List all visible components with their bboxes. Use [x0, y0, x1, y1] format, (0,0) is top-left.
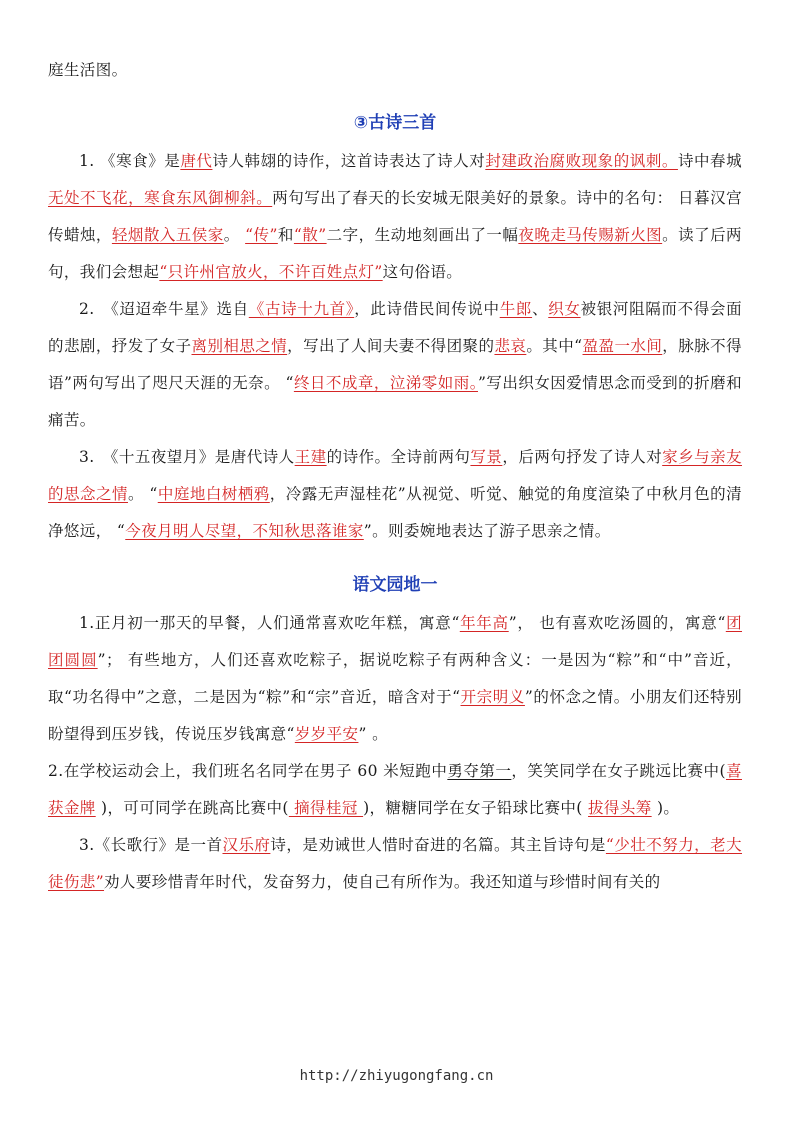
document-page [48, 52, 742, 901]
answer: 中庭地白树栖鸦 [157, 485, 270, 503]
answer: 写景 [470, 448, 503, 466]
answer: “散” [293, 226, 327, 244]
answer: 喜获金牌 [48, 762, 742, 817]
section-title-yuwen-yuandi: 语文园地一 [352, 575, 438, 595]
answer: 终日不成章，泣涕零如雨。 [293, 374, 478, 392]
section-title-ancient-poems: ③古诗三首 [353, 113, 437, 133]
paragraph-changgexing: 3.《长歌行》是一首汉乐府诗，是劝诫世人惜时奋进的名篇。其主旨诗句是“少壮不努力，老大徒伤悲”劝人要珍惜青年时代，发奋努力，使自己有所作为。我还知道与珍惜时间有关的 [48, 836, 743, 891]
answer: “只许州官放火，不许百姓点灯” [159, 263, 383, 281]
underlined-phrase: 勇夺第一 [447, 762, 512, 780]
answer: 《古诗十九首》 [248, 300, 355, 318]
answer: 拔得头筹 [588, 799, 652, 817]
answer: 年年高 [459, 614, 509, 632]
answer: 悲哀 [494, 337, 527, 355]
answer: 摘得桂冠 [288, 799, 364, 817]
answer: 开宗明义 [460, 688, 525, 706]
paragraph-shiwuye: 3. 《十五夜望月》是唐代诗人王建的诗作。全诗前两句写景，后两句抒发了诗人对家乡与亲友的思念之情。 “中庭地白树栖鸦，冷露无声湿桂花”从视觉、听觉、触觉的角度渲染了中秋月色的清净悠远， “今夜月明人尽望，不知秋思落谁家”。则委婉地表达了游子思亲之情。 [48, 448, 742, 540]
answer: 家乡与亲友的思念之情 [48, 448, 742, 503]
answer: 牛郎 [499, 300, 533, 318]
answer: 今夜月明人尽望，不知秋思落谁家 [125, 522, 364, 540]
answer: 离别相思之情 [191, 337, 288, 355]
paragraph-sports-meet: 2.在学校运动会上，我们班名名同学在男子 60 米短跑中勇夺第一，笑笑同学在女子跳远比赛中(喜获金牌 )，可可同学在跳高比赛中( 摘得桂冠 )，糖糖同学在女子铅球比赛中( 拔得头筹 )。 [48, 762, 742, 817]
answer: 团团圆圆 [48, 614, 743, 669]
answer: 汉乐府 [222, 836, 271, 854]
answer: 封建政治腐败现象的讽刺。 [485, 152, 678, 170]
answer: 轻烟散入五侯家 [111, 226, 224, 244]
paragraph-new-year: 1.正月初一那天的早餐，人们通常喜欢吃年糕，寓意“年年高”， 也有喜欢吃汤圆的，寓意“团团圆圆”； 有些地方，人们还喜欢吃粽子，据说吃粽子有两种含义：一是因为“粽”和“中”音近，取“功名得中”之意，二是因为“粽”和“宗”音近，暗含对于“开宗明义”的怀念之情。小朋友们还特别盼望得到压岁钱，传说压岁钱寓意“岁岁平安” 。 [48, 614, 743, 743]
answer: “少壮不努力，老大徒伤悲” [48, 836, 743, 891]
answer: 岁岁平安 [294, 725, 359, 743]
answer: 唐代 [180, 152, 213, 170]
answer: 夜晚走马传赐新火图 [518, 226, 663, 244]
answer: 王建 [294, 448, 327, 466]
answer: “传” [245, 226, 278, 244]
intro-tail: 庭生活图。 [48, 61, 128, 79]
paragraph-hanshi: 1. 《寒食》是唐代诗人韩翃的诗作，这首诗表达了诗人对封建政治腐败现象的讽刺。诗中春城无处不飞花，寒食东风御柳斜。两句写出了春天的长安城无限美好的景象。诗中的名句： 日暮汉宫传蜡烛，轻烟散入五侯家。 “传”和“散”二字，生动地刻画出了一幅夜晚走马传赐新火图。读了后两句，我们会想起“只许州官放火，不许百姓点灯”这句俗语。 [48, 152, 742, 281]
answer: 盈盈一水间 [582, 337, 663, 355]
answer: 织女 [548, 300, 581, 318]
answer: 无处不飞花，寒食东风御柳斜。 [48, 189, 273, 207]
paragraph-tiaotiao: 2. 《迢迢牵牛星》选自《古诗十九首》，此诗借民间传说中牛郎、织女被银河阻隔而不得会面的悲剧，抒发了女子离别相思之情，写出了人间夫妻不得团聚的悲哀。其中“盈盈一水间，脉脉不得语”两句写出了咫尺天涯的无奈。 “终日不成章，泣涕零如雨。”写出织女因爱情思念而受到的折磨和痛苦。 [48, 300, 742, 429]
footer-url: http://zhiyugongfang.cn [299, 1068, 494, 1084]
